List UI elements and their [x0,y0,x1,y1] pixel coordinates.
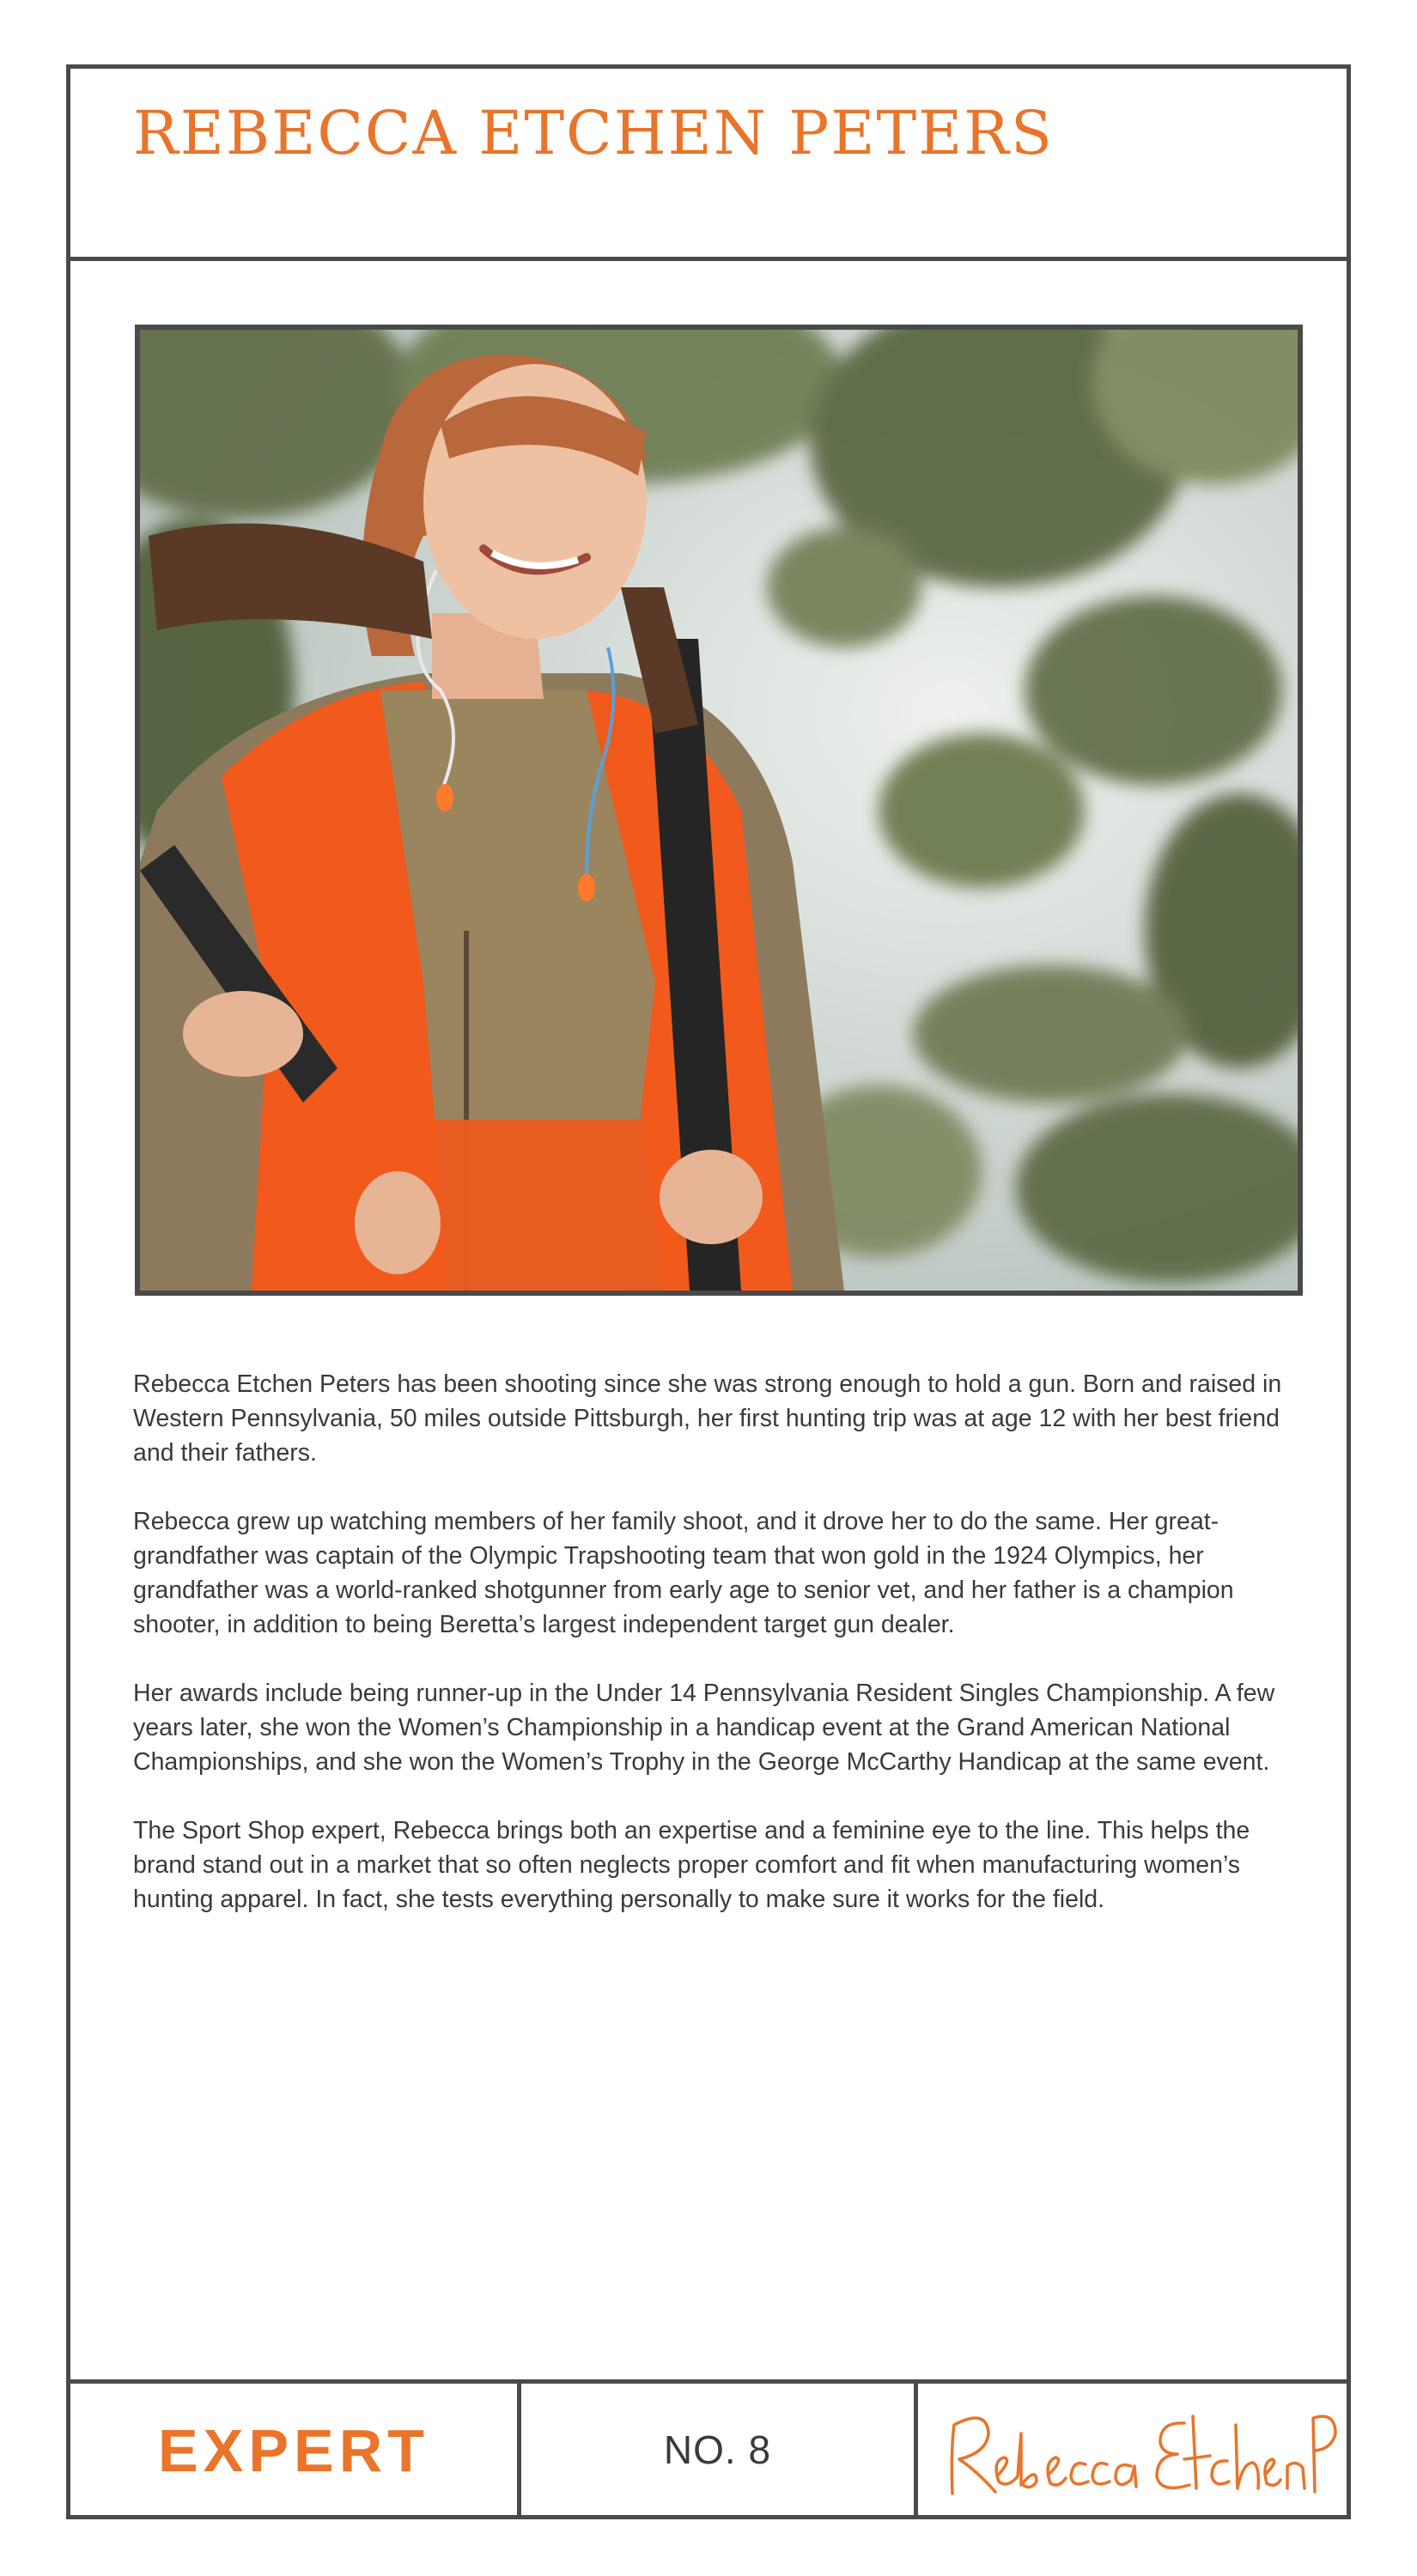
expert-label: EXPERT [157,2417,430,2484]
bio-paragraph: Her awards include being runner-up in the Under 14 Pennsylvania Resident Singles Championship. A few years later, she won the Women’s Championship in a handicap event at the Grand American National Championships, and she won the Women’s Trophy in the George McCarthy Handicap at the same event. [133,1680,1275,1776]
bio-paragraph: Rebecca Etchen Peters has been shooting since she was strong enough to hold a gun. Born and raised in Western Pennsylvania, 50 miles outside Pittsburgh, her first hunting trip was at age 12 with her best friend and their fathers. [133,1370,1282,1467]
signature-cell [914,2384,1347,2515]
bio-paragraph: The Sport Shop expert, Rebecca brings both an expertise and a feminine eye to the line. This helps the brand stand out in a market that so often neglects proper comfort and fit when manufacturing women’s hunting apparel. In fact, she tests everything personally to make sure it works for the field. [133,1817,1250,1913]
portrait-photo [135,325,1303,1296]
footer [70,2379,1347,2515]
bio-paragraph: Rebecca grew up watching members of her family shoot, and it drove her to do the same. Her great-grandfather was captain of the Olympic Trapshooting team that won gold in the 1924 Olympics, her grandfather was a world-ranked shotgunner from early age to senior vet, and her father is a champion shooter, in addition to being Beretta’s largest independent target gun dealer. [133,1508,1234,1638]
expert-number: NO. 8 [663,2427,772,2472]
signature [935,2399,1339,2506]
bio-text [133,1367,1301,1951]
number-cell [521,2384,914,2515]
expert-cell [70,2384,521,2515]
page-title: REBECCA ETCHEN PETERS [133,98,1054,168]
header [70,69,1347,261]
profile-card [66,64,1351,2519]
portrait-photo-illustration [140,330,1298,1291]
